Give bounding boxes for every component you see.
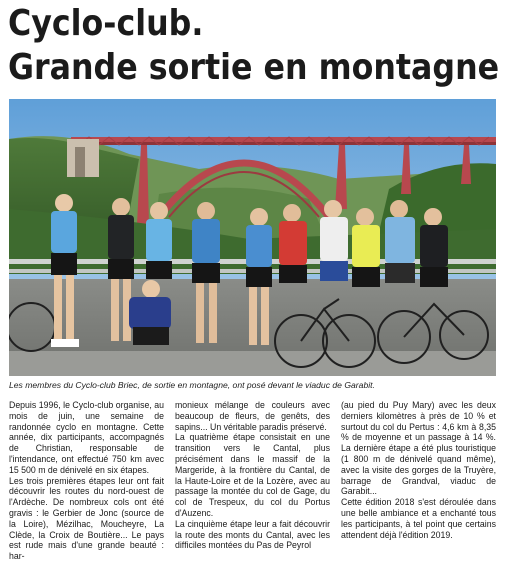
photo-caption: Les membres du Cyclo-club Briec, de sortie en montagne, ont posé devant le viaduc de Garabit.: [9, 380, 375, 390]
body-column-2: [175, 400, 330, 551]
article-headline: [8, 2, 499, 90]
paragraph: (au pied du Puy Mary) avec les deux derniers kilomètres à près de 10 % et surtout du col du Pertus : 4,6 km à 8,35 % de moyenne et un passage à 14 %. La dernière étape a été plus touristique (1 800 m de dénivelé quand même), avec la visite des gorges de la Truyère, barrage de Grandval, viaduc de Garabit...: [341, 400, 496, 497]
paragraph: Les trois premières étapes leur ont fait découvrir les routes du nord-ouest de l'Ardèche. De nombreux cols ont été gravis : le Gerbier de Jonc (source de la Loire), Mézilhac, Moucheyre, La Clède, la Croix de Boutière... Le pays est rude mais d'une grande beauté : har-: [9, 475, 164, 562]
body-column-3: [341, 400, 496, 540]
headline-line-2: Grande sortie en montagne: [8, 47, 500, 88]
paragraph: Cette édition 2018 s'est déroulée dans une belle ambiance et a enchanté tous les participants, à tel point que certains attendent déjà l'édition 2019.: [341, 497, 496, 540]
paragraph: monieux mélange de couleurs avec beaucoup de fleurs, de genêts, des sapins... Un véritable paradis préservé.: [175, 400, 330, 432]
paragraph: La quatrième étape consistait en une transition vers le Cantal, plus précisément dans le massif de la Margeride, à la frontière du Cantal, de la Haute-Loire et de la Lozère, avec au passage la montée du col de Gage, du col de Trespeux, du col du Portus d'Auzenc.: [175, 432, 330, 518]
paragraph: La cinquième étape leur a fait découvrir la route des monts du Cantal, avec les difficiles montées du Pas de Peyrol: [175, 518, 330, 551]
headline-line-1: Cyclo-club.: [8, 3, 204, 44]
article-photo: [9, 99, 496, 376]
body-column-1: [9, 400, 164, 562]
paragraph: Depuis 1996, le Cyclo-club organise, au mois de juin, une semaine de randonnée cyclo en montagne. Cette année, dix participants, accompagnés de Christian, responsable de l'intendance, ont effectué 750 km avec 15 500 m de dénivelé en six étapes.: [9, 400, 164, 475]
article-body: [9, 400, 496, 570]
